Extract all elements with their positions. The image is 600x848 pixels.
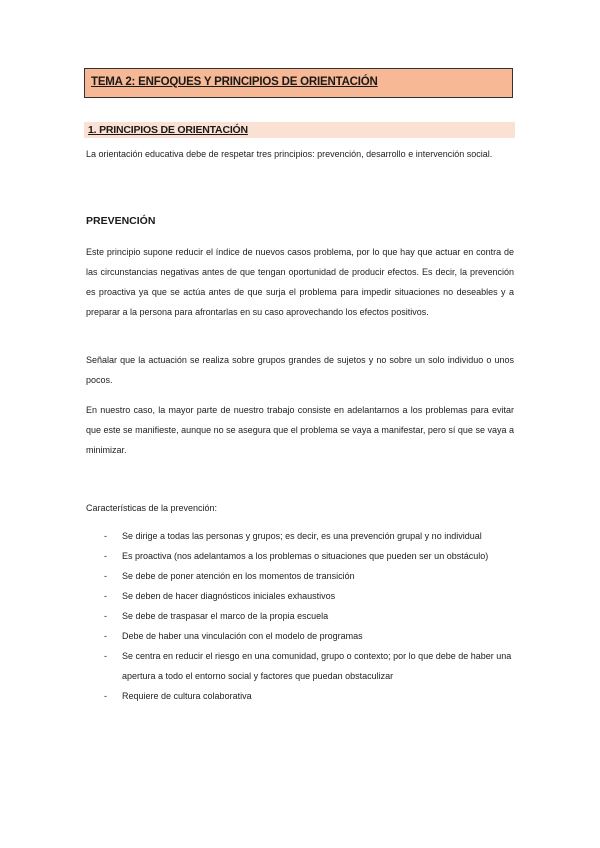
bullet-dash: - [104,591,107,601]
list-item-text: Debe de haber una vinculación con el modelo de programas [122,631,363,641]
list-item [86,566,516,586]
list-item-text: Se debe de traspasar el marco de la propia escuela [122,611,329,621]
list-item-text: Se centra en reducir el riesgo en una comunidad, grupo o contexto; por lo que debe de haber una apertura a todo el entorno social y factores que puedan obstaculizar [122,651,512,681]
section-heading: 1. PRINCIPIOS DE ORIENTACIÓN [88,124,248,136]
list-item-text: Requiere de cultura colaborativa [122,691,252,701]
title-box [84,68,513,98]
bullet-dash: - [104,631,107,641]
bullet-dash: - [104,611,107,621]
list-item-text: Se debe de poner atención en los momentos de transición [122,571,355,581]
list-item-text: Se deben de hacer diagnósticos iniciales exhaustivos [122,591,336,601]
list-item-text: Es proactiva (nos adelantamos a los problemas o situaciones que pueden ser un obstáculo) [122,551,489,561]
section-heading-bar [84,122,515,138]
bullet-dash: - [104,531,107,541]
prevention-paragraph-1: Este principio supone reducir el índice de nuevos casos problema, por lo que hay que actuar en contra de las circunstancias negativas antes de que tengan oportunidad de producir efectos. Es decir, la prevención es proactiva ya que se actúa antes de que surja el problema para impedir situaciones no deseables y a preparar a la persona para afrontarlas en su caso aprovechando los efectos positivos. [86,247,514,317]
intro-paragraph: La orientación educativa debe de respetar tres principios: prevención, desarrollo e intervención social. [86,149,493,159]
list-item [86,686,516,706]
bullet-dash: - [104,691,107,701]
characteristics-list [86,526,516,706]
document-title: TEMA 2: ENFOQUES Y PRINCIPIOS DE ORIENTACIÓN [91,76,378,88]
prevention-paragraph-2: Señalar que la actuación se realiza sobre grupos grandes de sujetos y no sobre un solo individuo o unos pocos. [86,355,514,385]
prevention-heading: PREVENCIÓN [86,215,156,227]
bullet-dash: - [104,571,107,581]
list-item [86,586,516,606]
list-item [86,606,516,626]
list-item-text: Se dirige a todas las personas y grupos; es decir, es una prevención grupal y no individual [122,531,482,541]
bullet-dash: - [104,651,107,661]
list-item [86,646,516,686]
list-item [86,546,516,566]
characteristics-label: Características de la prevención: [86,503,218,513]
bullet-dash: - [104,551,107,561]
list-item [86,626,516,646]
list-item [86,526,516,546]
prevention-paragraph-3: En nuestro caso, la mayor parte de nuestro trabajo consiste en adelantarnos a los problemas para evitar que este se manifieste, aunque no se asegura que el problema se vaya a manifestar, pero sí que se vaya a minimizar. [86,405,514,455]
